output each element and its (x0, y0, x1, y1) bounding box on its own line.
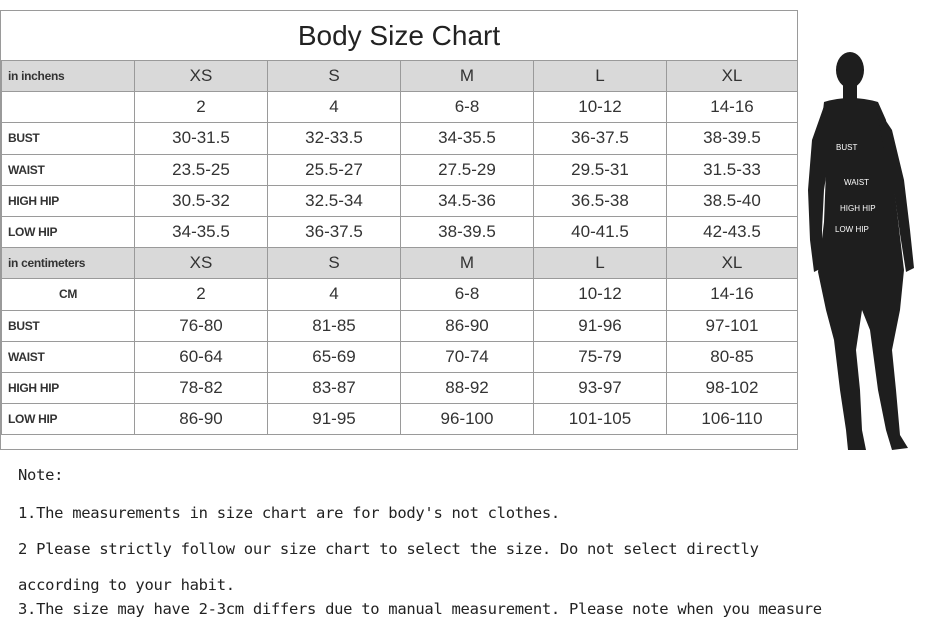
table-row (2, 404, 798, 435)
row-label: BUST (2, 310, 135, 341)
table-row (2, 310, 798, 341)
table-cell: 27.5-29 (401, 154, 534, 185)
table-cell: 36-37.5 (534, 123, 667, 154)
row-label (2, 92, 135, 123)
table-cell: 93-97 (534, 372, 667, 403)
table-cell: 10-12 (534, 279, 667, 310)
table-cell: 91-96 (534, 310, 667, 341)
figure-label-low-hip: LOW HIP (835, 225, 869, 234)
body-silhouette (800, 10, 950, 452)
table-cell: 78-82 (135, 372, 268, 403)
table-cell: 97-101 (667, 310, 798, 341)
table-row (2, 372, 798, 403)
size-header: M (401, 61, 534, 92)
note-line: 2 Please strictly follow our size chart to select the size. Do not select directly (18, 540, 759, 558)
table-row (2, 154, 798, 185)
table-cell: 65-69 (268, 341, 401, 372)
table-cell: 6-8 (401, 92, 534, 123)
figure-label-bust: BUST (836, 143, 858, 152)
table-cell: 34.5-36 (401, 185, 534, 216)
row-label: HIGH HIP (2, 185, 135, 216)
size-header: XS (135, 61, 268, 92)
size-header: XL (667, 248, 798, 279)
figure-label-high-hip: HIGH HIP (840, 204, 876, 213)
table-row (2, 341, 798, 372)
table-cell: 80-85 (667, 341, 798, 372)
row-label: WAIST (2, 341, 135, 372)
table-cell: 2 (135, 92, 268, 123)
table-row (2, 185, 798, 216)
table-cell: 60-64 (135, 341, 268, 372)
chart-title: Body Size Chart (297, 20, 501, 51)
table-cell: 31.5-33 (667, 154, 798, 185)
size-header: XL (667, 61, 798, 92)
table-cell: 30-31.5 (135, 123, 268, 154)
table-cell: 30.5-32 (135, 185, 268, 216)
row-label: BUST (2, 123, 135, 154)
row-label: LOW HIP (2, 404, 135, 435)
table-cell: 106-110 (667, 404, 798, 435)
table-cell: 14-16 (667, 279, 798, 310)
size-header: S (268, 248, 401, 279)
table-cell: 14-16 (667, 92, 798, 123)
inches-unit-label: in inchens (2, 61, 135, 92)
table-cell: 81-85 (268, 310, 401, 341)
table-cell: 42-43.5 (667, 216, 798, 247)
table-cell: 83-87 (268, 372, 401, 403)
table-cell: 86-90 (401, 310, 534, 341)
table-cell: 70-74 (401, 341, 534, 372)
table-cell: 6-8 (401, 279, 534, 310)
table-cell: 25.5-27 (268, 154, 401, 185)
row-label: CM (2, 279, 135, 310)
table-cell: 4 (268, 92, 401, 123)
table-cell: 2 (135, 279, 268, 310)
figure-label-waist: WAIST (844, 178, 870, 187)
table-cell: 38-39.5 (667, 123, 798, 154)
note-line: 1.The measurements in size chart are for body's not clothes. (18, 504, 560, 522)
table-cell: 88-92 (401, 372, 534, 403)
size-header: L (534, 248, 667, 279)
table-cell: 32.5-34 (268, 185, 401, 216)
table-cell: 96-100 (401, 404, 534, 435)
size-chart (0, 10, 798, 450)
table-cell: 34-35.5 (135, 216, 268, 247)
table-row (2, 123, 798, 154)
table-cell: 23.5-25 (135, 154, 268, 185)
row-label: LOW HIP (2, 216, 135, 247)
silhouette-shape (808, 52, 914, 450)
table-cell: 91-95 (268, 404, 401, 435)
size-header: L (534, 61, 667, 92)
table-cell: 4 (268, 279, 401, 310)
size-header: S (268, 61, 401, 92)
centimeters-unit-label: in centimeters (2, 248, 135, 279)
inches-header-row (2, 61, 798, 92)
table-cell: 32-33.5 (268, 123, 401, 154)
table-cell: 40-41.5 (534, 216, 667, 247)
size-header: XS (135, 248, 268, 279)
table-cell: 38-39.5 (401, 216, 534, 247)
table-row (2, 279, 798, 310)
table-cell: 98-102 (667, 372, 798, 403)
note-heading: Note: (18, 466, 64, 484)
row-label: HIGH HIP (2, 372, 135, 403)
table-row (2, 92, 798, 123)
table-cell: 101-105 (534, 404, 667, 435)
table-cell: 38.5-40 (667, 185, 798, 216)
table-cell: 10-12 (534, 92, 667, 123)
table-cell: 36.5-38 (534, 185, 667, 216)
table-cell: 86-90 (135, 404, 268, 435)
note-line: according to your habit. (18, 576, 235, 594)
row-label: WAIST (2, 154, 135, 185)
table-cell: 76-80 (135, 310, 268, 341)
size-table (1, 60, 798, 435)
size-header: M (401, 248, 534, 279)
table-cell: 36-37.5 (268, 216, 401, 247)
table-cell: 29.5-31 (534, 154, 667, 185)
note-line: 3.The size may have 2-3cm differs due to manual measurement. Please note when you measure (18, 600, 822, 618)
table-cell: 75-79 (534, 341, 667, 372)
table-cell: 34-35.5 (401, 123, 534, 154)
centimeters-header-row (2, 248, 798, 279)
table-row (2, 216, 798, 247)
